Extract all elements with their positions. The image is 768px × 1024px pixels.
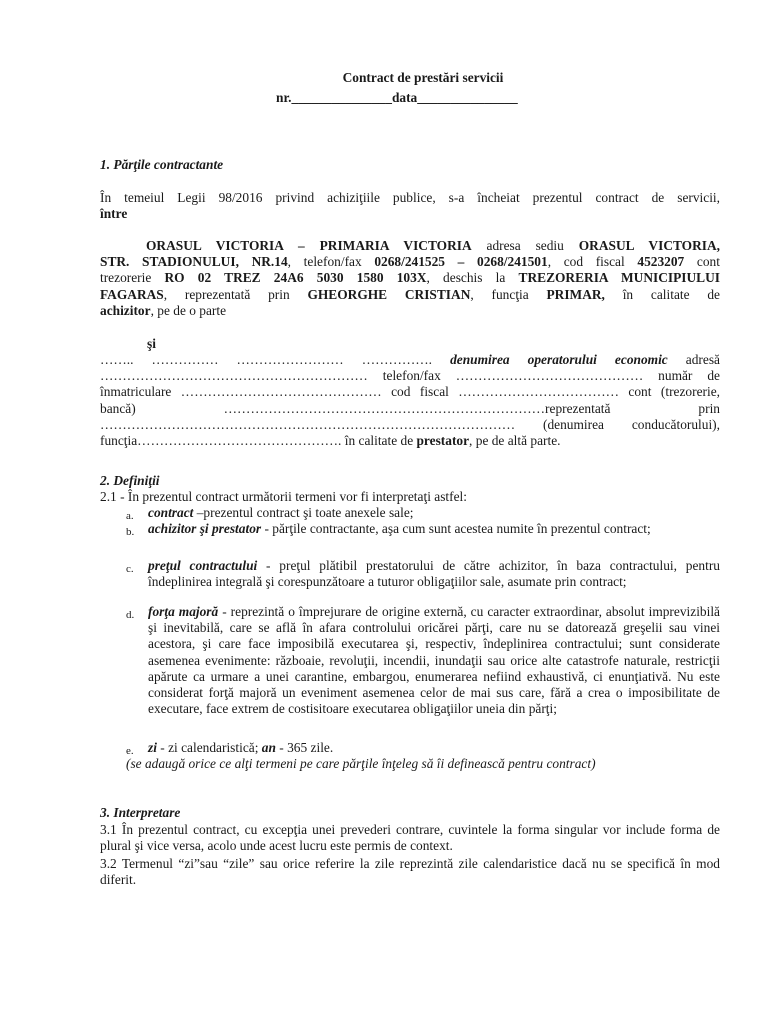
- achizitor-line-4: FAGARAS, reprezentată prin GHEORGHE CRISTIAN, funcţia PRIMAR, în calitate de: [100, 286, 720, 302]
- list-label-a: a.: [126, 510, 134, 522]
- list-label-c: c.: [126, 563, 134, 575]
- prestator-line-4: bancă) ………………………………………………………………reprezentată prin: [100, 400, 720, 416]
- definition-e: zi - zi calendaristică; an - 365 zile.: [148, 740, 334, 755]
- contract-title: Contract de prestări servicii: [342, 70, 504, 85]
- achizitor-line-3: trezorerie RO 02 TREZ 24A6 5030 1580 103X, deschis la TREZORERIA MUNICIPIULUI: [100, 270, 720, 286]
- nr-blank: _______________: [291, 90, 392, 105]
- contract-number-line: [276, 90, 518, 106]
- prestator-line-2: …………………………………………………… telefon/fax …………………………………… număr de: [100, 368, 720, 384]
- prestator-line-1: …….. …………… …………………… ……………. denumirea operatorului economic adresă: [100, 352, 720, 367]
- section3-heading: 3. Interpretare: [100, 805, 181, 820]
- achizitor-line-5: achizitor, pe de o parte: [100, 302, 227, 318]
- prestator-line-6: funcţia………………………………………. în calitate de prestator, pe de altă parte.: [100, 433, 561, 449]
- section2-intro: 2.1 - În prezentul contract următorii termeni vor fi interpretaţi astfel:: [100, 489, 467, 504]
- section2-heading: 2. Definiţii: [100, 473, 160, 488]
- prestator-line-5: ………………………………………………………………………………… (denumirea conducătorului),: [100, 416, 720, 432]
- list-label-d: d.: [126, 609, 135, 621]
- prestator-block: [100, 352, 720, 449]
- intro-bold: între: [100, 206, 128, 222]
- intro-text: În temeiul Legii 98/2016 privind achiziţiile publice, s-a încheiat prezentul contract de servicii,: [100, 190, 720, 205]
- definition-a: contract –prezentul contract şi toate anexele sale;: [148, 505, 414, 520]
- achizitor-block: [100, 238, 720, 319]
- definition-d: forţa majoră - reprezintă o împrejurare de origine externă, cu caracter extraordinar, absolut imprevizibilă şi inevitabilă, care se află în afara controlului oricărei părţi, care nu se datorează greşelii sau vinei acestora, şi care face imposibilă executarea şi, respectiv, îndeplinirea contractului; sunt considerate asemenea evenimente: războaie, revoluţii, incendii, inundaţii sau orice alte catastrofe naturale, restricţii apărute ca urmare a unei carantine, embargou, enumerarea nefiind exhaustivă, ci enunţiativă. Nu este considerat forţă majoră un eveniment asemenea celor de mai sus care, fără a crea o imposibilitate de executare, face extrem de costisitoare executarea obligaţiilor uneia din părţi;: [148, 604, 720, 717]
- section1-heading: 1. Părţile contractante: [100, 157, 224, 172]
- nr-label: nr.: [276, 90, 292, 105]
- data-label: data: [391, 90, 418, 105]
- section1-intro: [100, 190, 720, 222]
- data-blank: _______________: [417, 90, 518, 105]
- list-label-b: b.: [126, 526, 135, 538]
- list-label-e: e.: [126, 745, 134, 757]
- interpretation-3-2: 3.2 Termenul “zi”sau “zile” sau orice referire la zile reprezintă zile calendaristice dacă nu se specifică în mod diferit.: [100, 856, 720, 888]
- definitions-note: (se adaugă orice ce alţi termeni pe care părţile înţeleg să îi definească pentru contract): [126, 756, 596, 771]
- interpretation-3-1: 3.1 În prezentul contract, cu excepţia unei prevederi contrare, cuvintele la forma singular vor include forma de plural şi vice versa, acolo unde acest lucru este permis de context.: [100, 822, 720, 854]
- prestator-line-3: înmatriculare ……………………………………… cod fiscal ……………………………… cont (trezorerie,: [100, 384, 720, 400]
- si-conjunction: şi: [147, 336, 156, 351]
- definition-b: achizitor şi prestator - părţile contractante, aşa cum sunt acestea numite în prezentul contract;: [148, 521, 651, 536]
- achizitor-line-1: ORASUL VICTORIA – PRIMARIA VICTORIA adresa sediu ORASUL VICTORIA,: [146, 238, 720, 253]
- achizitor-line-2: STR. STADIONULUI, NR.14, telefon/fax 0268/241525 – 0268/241501, cod fiscal 4523207 cont: [100, 254, 720, 270]
- definition-c: preţul contractului - preţul plătibil prestatorului de către achizitor, în baza contractului, pentru îndeplinirea integrală şi corespunzătoare a tuturor obligaţiilor sale, asumate prin contract;: [148, 558, 720, 590]
